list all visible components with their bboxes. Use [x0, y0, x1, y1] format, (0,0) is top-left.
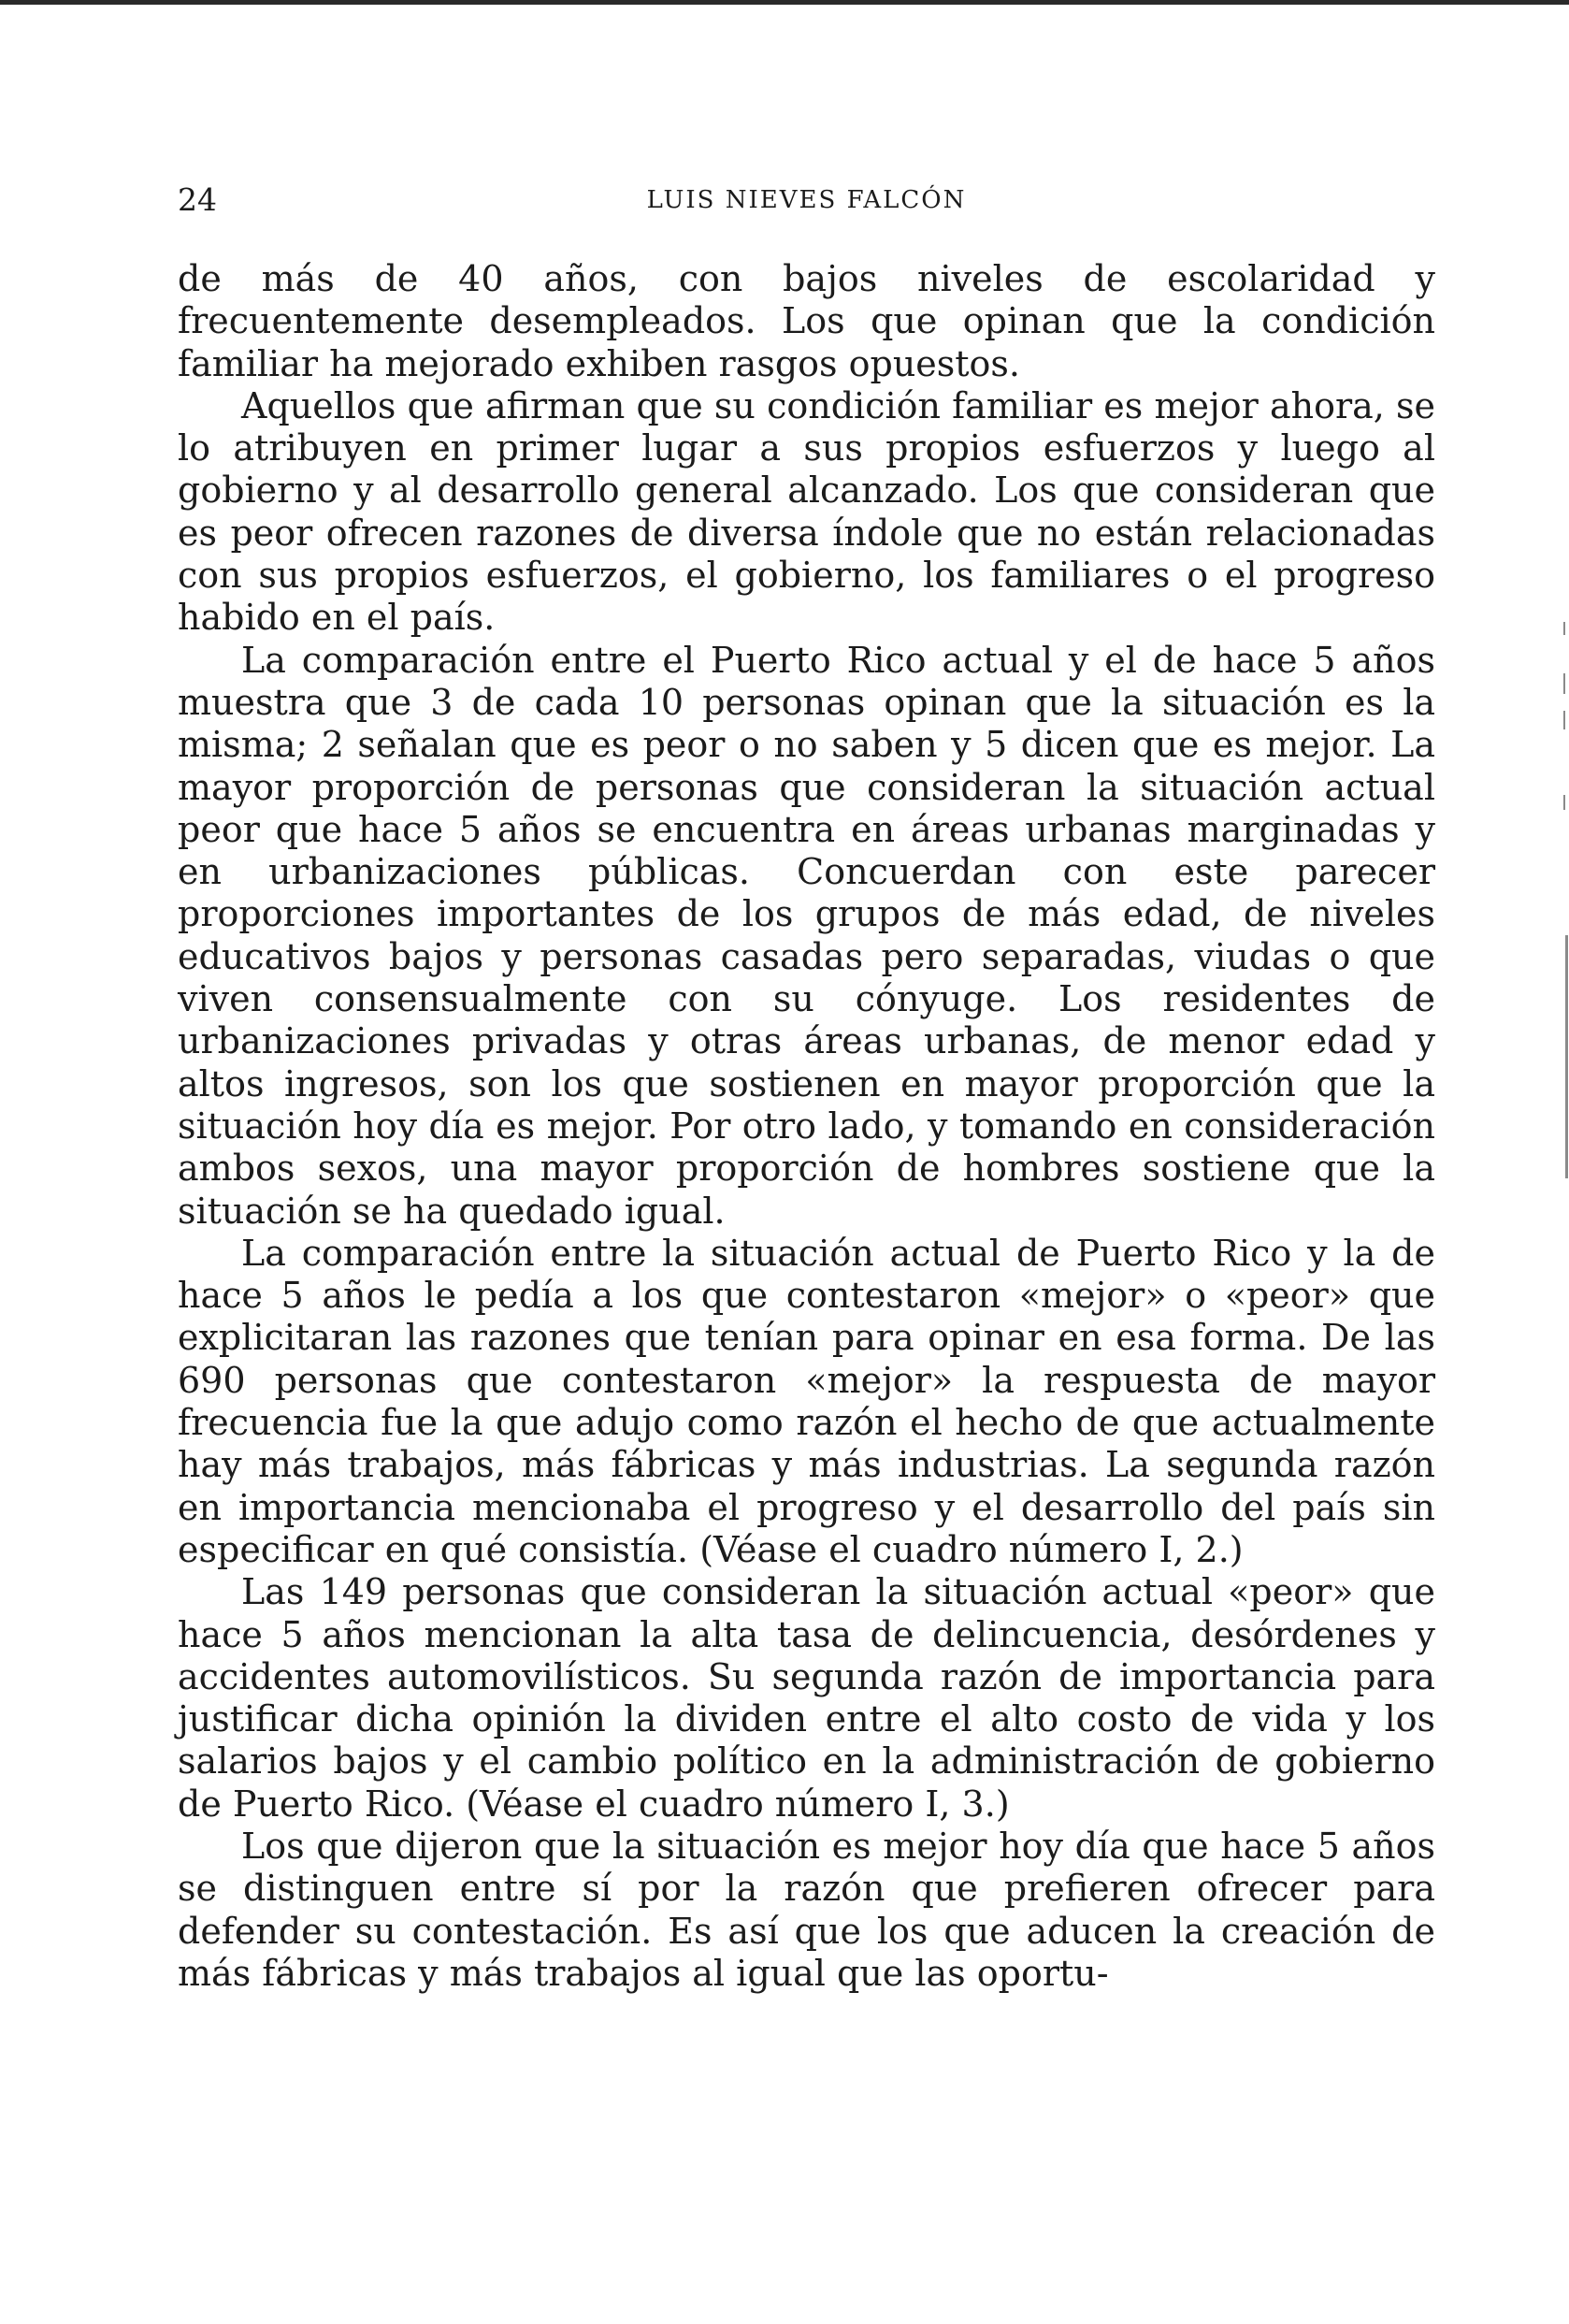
paragraph-6: Los que dijeron que la situación es mejor hoy día que hace 5 años se distinguen entre sí por la razón que prefieren ofrecer para defender su contestación. Es así que los que aducen la creación de más fábricas y más trabajos al igual que las oportu-: [178, 1825, 1435, 1994]
top-border-line: [0, 0, 1569, 5]
page-header: [178, 181, 1435, 219]
paragraph-1: de más de 40 años, con bajos niveles de escolaridad y frecuentemente desempleados. Los que opinan que la condición familiar ha mejorado exhiben rasgos opuestos.: [178, 258, 1435, 384]
scan-margin-mark: [1563, 673, 1565, 694]
scan-margin-mark: [1563, 711, 1565, 729]
scan-margin-mark: [1563, 622, 1565, 635]
paragraph-2: Aquellos que afirman que su condición familiar es mejor ahora, se lo atribuyen en primer lugar a sus propios esfuerzos y luego al gobierno y al desarrollo general alcanzado. Los que consideran que es peor ofrecen razones de diversa índole que no están relacionadas con sus propios esfuerzos, el gobierno, los familiares o el progreso habido en el país.: [178, 384, 1435, 639]
body-text: [178, 258, 1435, 1995]
paragraph-4: La comparación entre la situación actual de Puerto Rico y la de hace 5 años le pedía a los que contestaron «mejor» o «peor» que explicitaran las razones que tenían para opinar en esa forma. De las 690 personas que contestaron «mejor» la respuesta de mayor frecuencia fue la que adujo como razón el hecho de que actualmente hay más trabajos, más fábricas y más industrias. La segunda razón en importancia mencionaba el progreso y el desarrollo del país sin especificar en qué consistía. (Véase el cuadro número I, 2.): [178, 1232, 1435, 1570]
scan-margin-mark: [1565, 935, 1568, 1178]
running-head: LUIS NIEVES FALCÓN: [646, 186, 967, 214]
scan-margin-mark: [1563, 795, 1565, 810]
page-number: 24: [178, 181, 217, 218]
paragraph-3: La comparación entre el Puerto Rico actual y el de hace 5 años muestra que 3 de cada 10 personas opinan que la situación es la misma; 2 señalan que es peor o no saben y 5 dicen que es mejor. La mayor proporción de personas que consideran la situación actual peor que hace 5 años se encuentra en áreas urbanas marginadas y en urbanizaciones públicas. Concuerdan con este parecer proporciones importantes de los grupos de más edad, de niveles educativos bajos y personas casadas pero separadas, viudas o que viven consensualmente con su cónyuge. Los residentes de urbanizaciones privadas y otras áreas urbanas, de menor edad y altos ingresos, son los que sostienen en mayor proporción que la situación hoy día es mejor. Por otro lado, y tomando en consideración ambos sexos, una mayor proporción de hombres sostiene que la situación se ha quedado igual.: [178, 639, 1435, 1232]
paragraph-5: Las 149 personas que consideran la situación actual «peor» que hace 5 años mencionan la alta tasa de delincuencia, desórdenes y accidentes automovilísticos. Su segunda razón de importancia para justificar dicha opinión la dividen entre el alto costo de vida y los salarios bajos y el cambio político en la administración de gobierno de Puerto Rico. (Véase el cuadro número I, 3.): [178, 1571, 1435, 1825]
